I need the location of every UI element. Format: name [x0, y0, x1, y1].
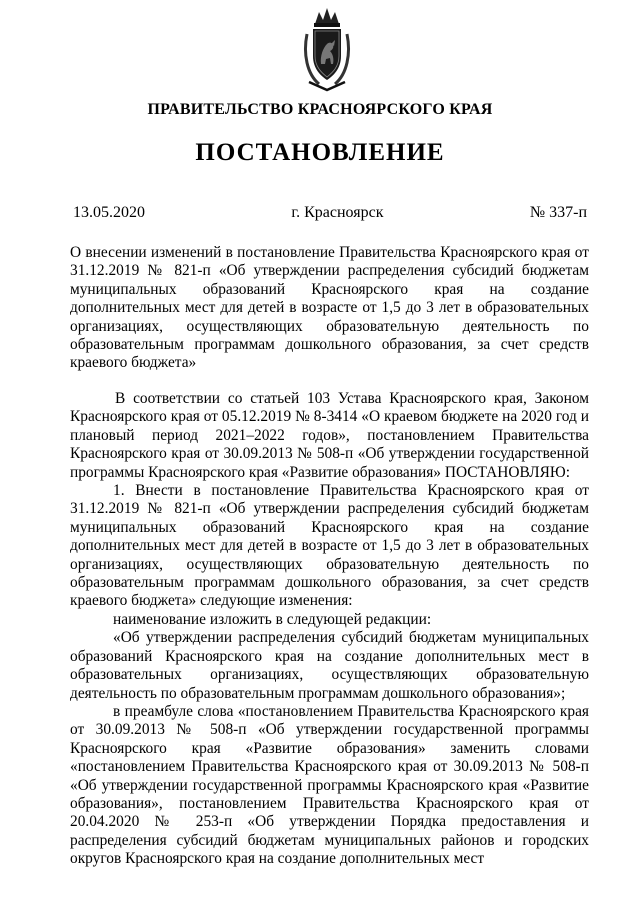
- organization-title: ПРАВИТЕЛЬСТВО КРАСНОЯРСКОГО КРАЯ: [147, 101, 493, 118]
- paragraph-rename: наименование изложить в следующей редакции:: [113, 610, 432, 628]
- document-date: 13.05.2020: [73, 204, 145, 221]
- subject-text: О внесении изменений в постановление Правительства Красноярского края от 31.12.2019 № 821-п «Об утверждении распределения субсидий бюджетам муниципальных образований Красноярского края на создание дополнительных мест для детей в возрасте от 1,5 до 3 лет в образовательных организациях, осуществляющих образовательную деятельность по образовательным программам дошкольного образования, за счет средств краевого бюджета»: [70, 244, 589, 372]
- coat-of-arms-icon: [301, 4, 353, 94]
- document-subject: [70, 244, 589, 373]
- document-number: № 337-п: [529, 204, 587, 221]
- document-meta: [73, 204, 587, 222]
- paragraph-preamble-change: в преамбуле слова «постановлением Правительства Красноярского края от 30.09.2013 № 508-п «Об утверждении государственной программы Красноярского края «Развитие образования» заменить словами «постановлением Правительства Красноярского края от 30.09.2013 № 508-п «Об утверждении государственной программы Красноярского края «Развитие образования», постановлением Правительства Красноярского края от 20.04.2020 № 253-п «Об утверждении Порядка предоставления и распределения субсидий бюджетам муниципальных районов и городских округов Красноярского края на создание дополнительных мест: [70, 702, 589, 868]
- document-body: [70, 390, 589, 869]
- document-type: ПОСТАНОВЛЕНИЕ: [195, 139, 445, 166]
- paragraph-new-title: «Об утверждении распределения субсидий бюджетам муниципальных образований Красноярского края на создание дополнительных мест в образовательных организациях, осуществляющих образовательную деятельность по образовательным программам дошкольного образования»;: [70, 629, 589, 702]
- paragraph-item-1: 1. Внести в постановление Правительства Красноярского края от 31.12.2019 № 821-п «Об утверждении распределения субсидий бюджетам муниципальных образований Красноярского края на создание дополнительных мест для детей в возрасте от 1,5 до 3 лет в образовательных организациях, осуществляющих образовательную деятельность по образовательным программам дошкольного образования, за счет средств краевого бюджета» следующие изменения:: [70, 482, 589, 610]
- document-city: г. Красноярск: [291, 204, 384, 221]
- paragraph-preamble: В соответствии со статьей 103 Устава Красноярского края, Законом Красноярского края от 05.12.2019 № 8-3414 «О краевом бюджете на 2020 год и плановый период 2021–2022 годов», постановлением Правительства Красноярского края от 30.09.2013 № 508-п «Об утверждении государственной программы Красноярского края «Развитие образования» ПОСТАНОВЛЯЮ:: [70, 390, 589, 481]
